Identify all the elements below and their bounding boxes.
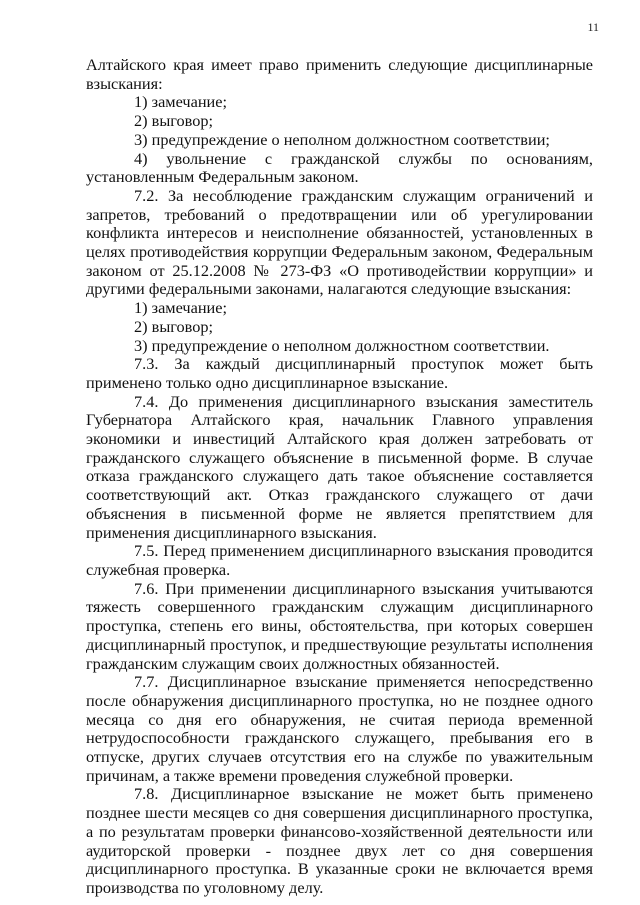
list-item: 2) выговор;	[134, 111, 214, 131]
page-number: 11	[587, 20, 599, 34]
list-item: 2) выговор;	[134, 316, 214, 336]
list-item: 1) замечание;	[134, 92, 228, 112]
list-item: 3) предупреждение о неполном должностном соответствии;	[134, 129, 550, 149]
paragraph-7-6: 7.6. При применении дисциплинарного взыскания учитываются тяжесть совершенного гражданским служащим дисциплинарного проступка, степень его вины, обстоятельства, при которых совершен дисциплинарный проступок, и предшествующие результаты исполнения гражданским служащим своих должностных обязанностей.	[86, 578, 593, 673]
list-item: 3) предупреждение о неполном должностном соответствии.	[134, 335, 550, 355]
document-body	[86, 56, 593, 898]
paragraph-7-2: 7.2. За несоблюдение гражданским служащим ограничений и запретов, требований о предотвращении или об урегулировании конфликта интересов и неисполнение обязанностей, установленных в целях противодействия коррупции Федеральным законом, Федеральным законом от 25.12.2008 № 273-ФЗ «О противодействии коррупции» и другими федеральными законами, налагаются следующие взыскания:	[86, 185, 593, 299]
list-item: 1) замечание;	[134, 298, 228, 318]
paragraph-7-4: 7.4. До применения дисциплинарного взыскания заместитель Губернатора Алтайского края, начальник Главного управления экономики и инвестиций Алтайского края должен затребовать от гражданского служащего объяснение в письменной форме. В случае отказа гражданского служащего дать такое объяснение составляется соответствующий акт. Отказ гражданского служащего от дачи объяснения в письменной форме не является препятствием для применения дисциплинарного взыскания.	[86, 391, 593, 542]
paragraph-7-5: 7.5. Перед применением дисциплинарного взыскания проводится служебная проверка.	[86, 541, 593, 579]
paragraph-7-8: 7.8. Дисциплинарное взыскание не может быть применено позднее шести месяцев со дня совершения дисциплинарного проступка, а по результатам проверки финансово-хозяйственной деятельности или аудиторской проверки - позднее двух лет со дня совершения дисциплинарного проступка. В указанные сроки не включается время производства по уголовному делу.	[86, 784, 593, 897]
list-item: 4) увольнение с гражданской службы по основаниям, установленным Федеральным законом.	[86, 148, 593, 187]
paragraph-continuation: Алтайского края имеет право применить следующие дисциплинарные взыскания:	[86, 55, 593, 93]
paragraph-7-3: 7.3. За каждый дисциплинарный проступок может быть применено только одно дисциплинарное взыскание.	[86, 354, 593, 392]
paragraph-7-7: 7.7. Дисциплинарное взыскание применяется непосредственно после обнаружения дисциплинарного проступка, но не позднее одного месяца со дня его обнаружения, не считая периода временной нетрудоспособности гражданского служащего, пребывания его в отпуске, других случаев отсутствия его на службе по уважительным причинам, а также времени проведения служебной проверки.	[86, 672, 593, 785]
